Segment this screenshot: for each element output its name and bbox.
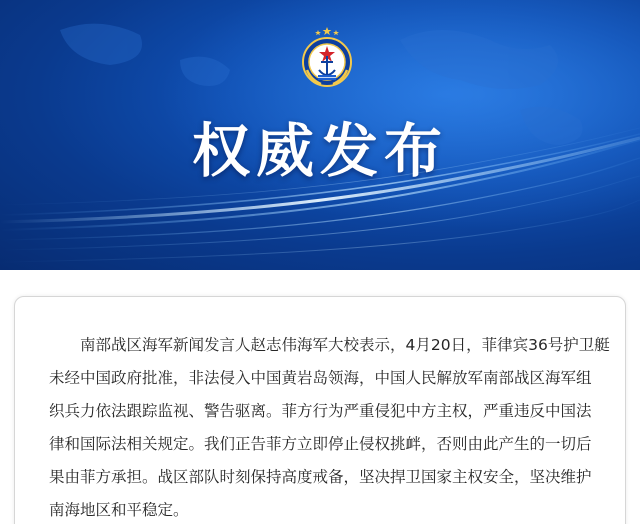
statement-line: 未经中国政府批准，非法侵入中国黄岩岛领海，中国人民解放军南部战区海军组	[49, 369, 592, 387]
statement-card	[14, 296, 626, 524]
banner-title: 权威发布	[191, 117, 448, 185]
navy-anchor-emblem	[298, 26, 356, 92]
statement-line: 织兵力依法跟踪监视、警告驱离。菲方行为严重侵犯中方主权，严重违反中国法	[49, 402, 592, 420]
statement-line: 律和国际法相关规定。我们正告菲方立即停止侵权挑衅，否则由此产生的一切后	[49, 435, 592, 453]
statement-line: 果由菲方承担。战区部队时刻保持高度戒备，坚决捍卫国家主权安全，坚决维护	[49, 468, 592, 486]
statement-line: 南海地区和平稳定。	[49, 501, 189, 519]
statement-text	[49, 329, 609, 524]
statement-line: 南部战区海军新闻发言人赵志伟海军大校表示，4月20日，菲律宾36号护卫艇	[49, 336, 610, 354]
